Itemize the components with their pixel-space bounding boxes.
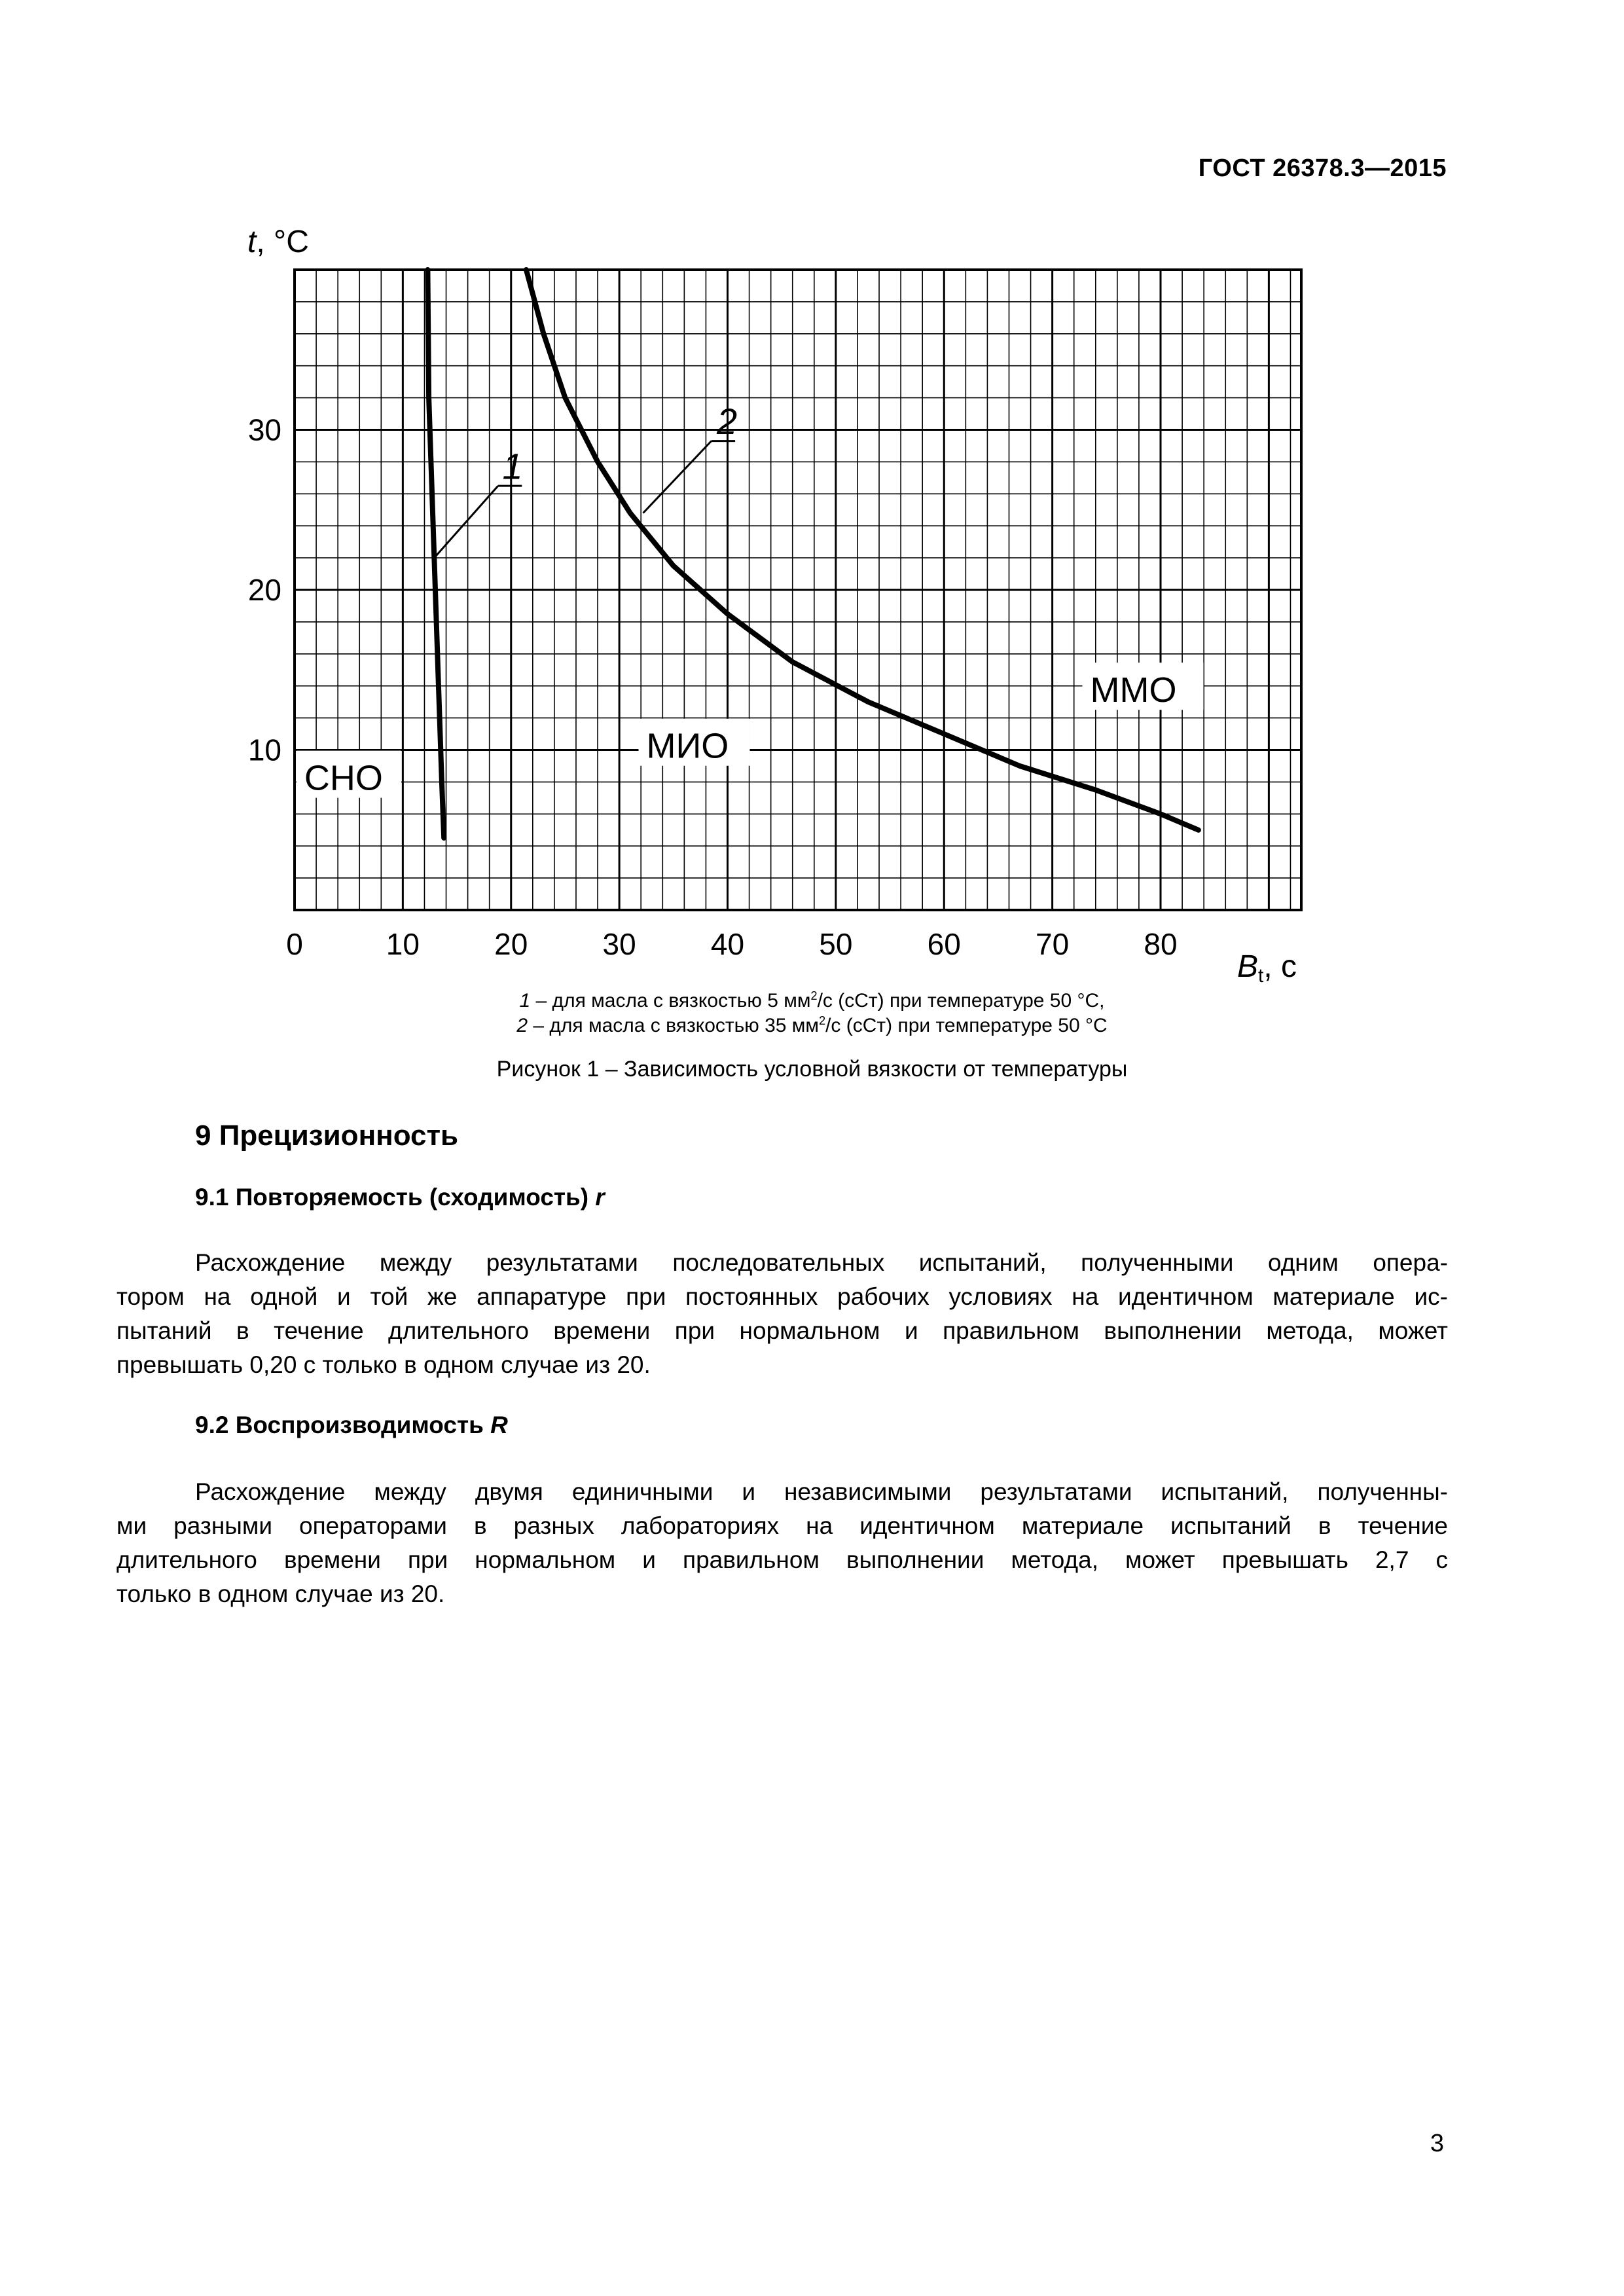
legend-1-text-b: /с (сСт) при температуре 50 °С, <box>817 990 1105 1011</box>
subsection-9-2-title <box>195 1412 508 1439</box>
y-tick-label: 30 <box>247 412 281 447</box>
paragraph-9-2-line: только в одном случае из 20. <box>117 1580 445 1607</box>
x-tick-label: 50 <box>819 927 853 961</box>
x-tick-label: 0 <box>286 927 303 961</box>
x-axis-title: Bt, с <box>1237 949 1297 987</box>
page-number: 3 <box>1430 2130 1444 2157</box>
legend-1-text-a: – для масла с вязкостью 5 мм <box>530 990 811 1011</box>
chart-curves <box>427 270 1199 838</box>
legend-2-text-a: – для масла с вязкостью 35 мм <box>528 1015 820 1036</box>
region-label: СНО <box>304 758 383 798</box>
series-2-label: 2 <box>716 401 738 443</box>
section-title: 9 Прецизионность <box>195 1120 459 1152</box>
y-axis-title: t, °C <box>247 225 309 259</box>
series-2-line <box>526 270 1199 830</box>
legend-line-2 <box>0 1013 1624 1038</box>
legend-2-number: 2 <box>516 1015 528 1036</box>
legend-line-1 <box>0 989 1624 1013</box>
x-tick-label: 60 <box>927 927 961 961</box>
subsection-9-1-title <box>195 1184 605 1211</box>
paragraph-9-2-line: Расхождение между двумя единичными и независимыми результатами испытаний, полученны- <box>195 1478 1448 1505</box>
y-tick-label: 10 <box>247 733 281 767</box>
x-tick-label: 40 <box>710 927 745 961</box>
document-code: ГОСТ 26378.3—2015 <box>1198 155 1447 182</box>
series-1-line <box>427 270 444 838</box>
legend-2-text-b: /с (сСт) при температуре 50 °С <box>825 1015 1108 1036</box>
paragraph-9-2 <box>117 1475 1448 1611</box>
region-label: МИО <box>646 726 729 766</box>
series-1-leader <box>434 486 498 558</box>
subsection-9-1-symbol: r <box>595 1184 605 1211</box>
legend-1-sup: 2 <box>810 989 818 1002</box>
paragraph-9-1-line: пытаний в течение длительного времени при нормальном и правильном выполнении метода, может <box>117 1317 1448 1344</box>
subsection-9-1-text: 9.1 Повторяемость (сходимость) <box>195 1184 596 1211</box>
x-tick-label: 20 <box>494 927 528 961</box>
x-tick-label: 70 <box>1036 927 1070 961</box>
series-1-label: 1 <box>502 445 523 487</box>
viscosity-temperature-chart <box>0 0 1624 995</box>
paragraph-9-1 <box>117 1246 1448 1382</box>
series-2-leader <box>643 441 712 513</box>
x-tick-label: 30 <box>602 927 636 961</box>
paragraph-9-2-line: длительного времени при нормальном и правильном выполнении метода, может превышать 2,7 с <box>117 1546 1448 1573</box>
paragraph-9-1-line: превышать 0,20 с только в одном случае из 20. <box>117 1351 651 1378</box>
paragraph-9-2-line: ми разными операторами в разных лабораториях на идентичном материале испытаний в течение <box>117 1512 1448 1539</box>
paragraph-9-1-line: тором на одной и той же аппаратуре при постоянных рабочих условиях на идентичном материале ис- <box>117 1283 1448 1310</box>
subsection-9-2-text: 9.2 Воспроизводимость <box>195 1412 491 1438</box>
figure-caption: Рисунок 1 – Зависимость условной вязкости от температуры <box>496 1057 1128 1082</box>
paragraph-9-1-line: Расхождение между результатами последовательных испытаний, полученными одним опера- <box>195 1249 1448 1276</box>
x-tick-label: 10 <box>386 927 420 961</box>
x-tick-label: 80 <box>1144 927 1178 961</box>
y-tick-label: 20 <box>247 573 281 607</box>
legend-2-sup: 2 <box>819 1014 826 1027</box>
region-label: ММО <box>1090 670 1177 710</box>
subsection-9-2-symbol: R <box>490 1412 508 1438</box>
legend-1-number: 1 <box>519 990 531 1011</box>
